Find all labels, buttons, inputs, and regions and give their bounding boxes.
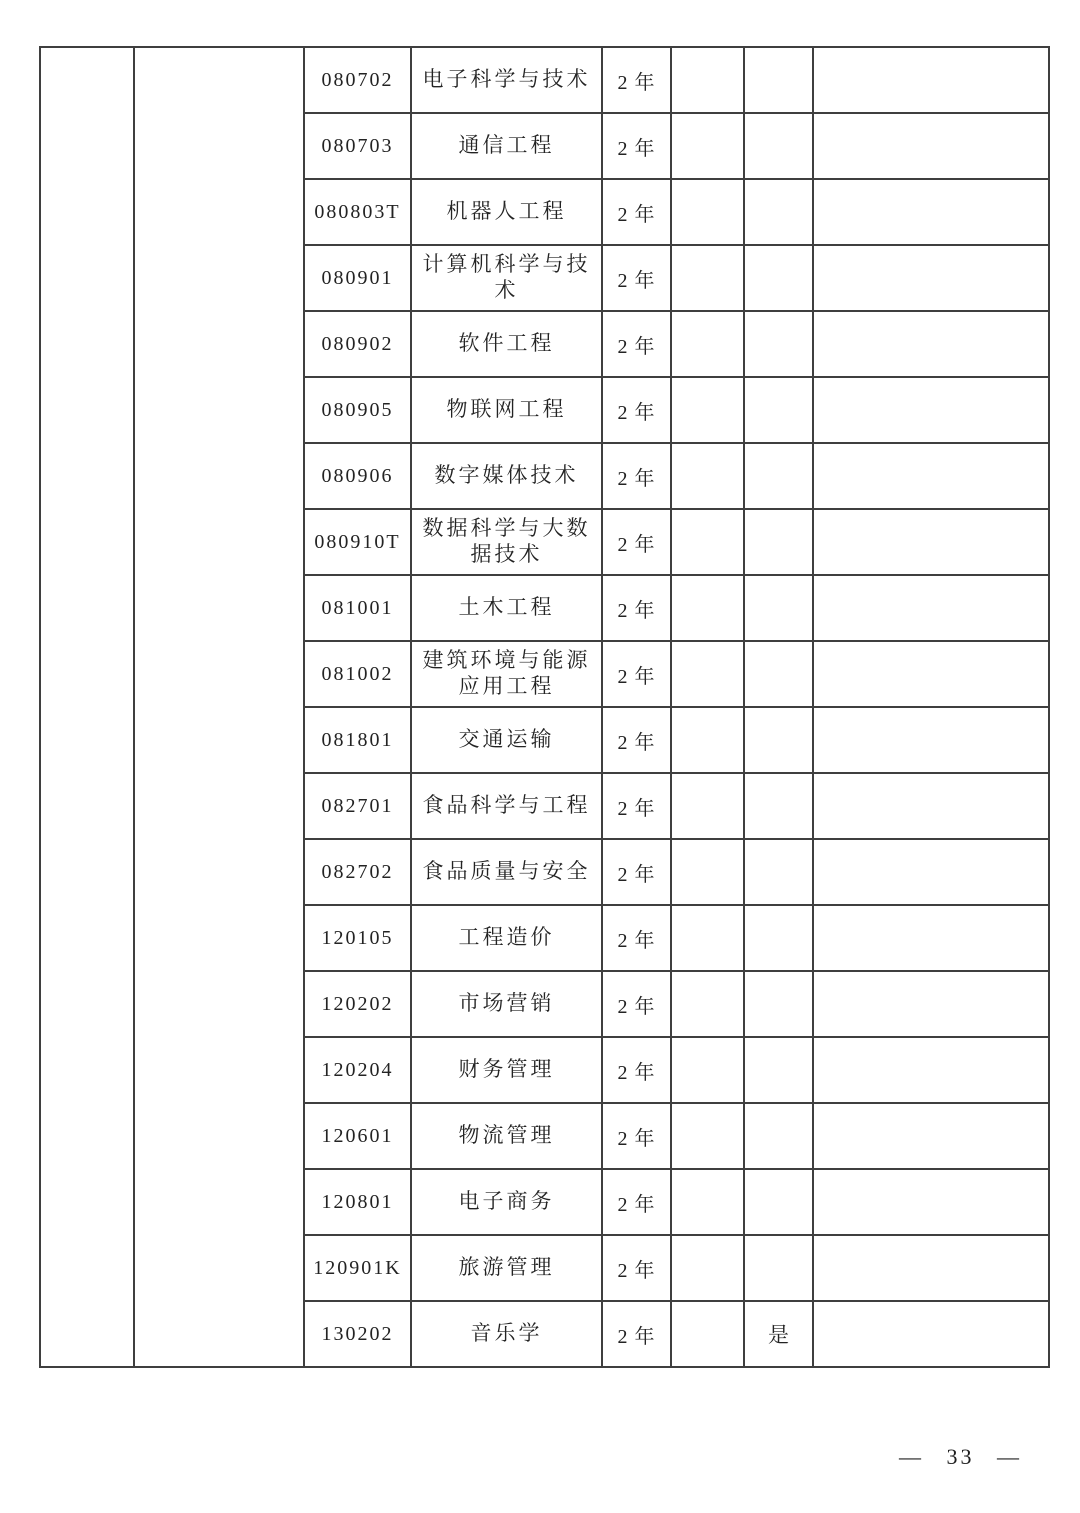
major-name-cell: 数据科学与大数据技术 bbox=[411, 509, 602, 575]
major-name-cell: 电子科学与技术 bbox=[411, 47, 602, 113]
flag-cell bbox=[744, 1037, 813, 1103]
flag-cell bbox=[744, 377, 813, 443]
remark-cell bbox=[813, 377, 1049, 443]
empty-cell bbox=[671, 1037, 744, 1103]
major-code-cell: 130202 bbox=[304, 1301, 411, 1367]
remark-cell bbox=[813, 179, 1049, 245]
major-code-cell: 082702 bbox=[304, 839, 411, 905]
remark-cell bbox=[813, 1103, 1049, 1169]
remark-cell bbox=[813, 575, 1049, 641]
empty-cell bbox=[671, 971, 744, 1037]
empty-cell bbox=[671, 113, 744, 179]
remark-cell bbox=[813, 1301, 1049, 1367]
remark-cell bbox=[813, 1037, 1049, 1103]
flag-cell bbox=[744, 1235, 813, 1301]
major-name-cell: 土木工程 bbox=[411, 575, 602, 641]
empty-cell bbox=[671, 1235, 744, 1301]
flag-cell bbox=[744, 905, 813, 971]
empty-cell bbox=[671, 509, 744, 575]
empty-cell bbox=[671, 1169, 744, 1235]
empty-cell bbox=[671, 47, 744, 113]
major-code-cell: 081002 bbox=[304, 641, 411, 707]
major-code-cell: 120601 bbox=[304, 1103, 411, 1169]
major-code-cell: 080901 bbox=[304, 245, 411, 311]
remark-cell bbox=[813, 971, 1049, 1037]
duration-cell: 2 年 bbox=[602, 707, 671, 773]
flag-cell bbox=[744, 971, 813, 1037]
flag-cell bbox=[744, 575, 813, 641]
duration-cell: 2 年 bbox=[602, 1235, 671, 1301]
major-name-cell: 通信工程 bbox=[411, 113, 602, 179]
remark-cell bbox=[813, 311, 1049, 377]
flag-cell bbox=[744, 245, 813, 311]
major-code-cell: 080803T bbox=[304, 179, 411, 245]
major-name-cell: 计算机科学与技术 bbox=[411, 245, 602, 311]
major-code-cell: 082701 bbox=[304, 773, 411, 839]
duration-cell: 2 年 bbox=[602, 47, 671, 113]
merged-left-cell-1 bbox=[40, 47, 134, 1367]
major-name-cell: 交通运输 bbox=[411, 707, 602, 773]
duration-cell: 2 年 bbox=[602, 1037, 671, 1103]
duration-cell: 2 年 bbox=[602, 641, 671, 707]
duration-cell: 2 年 bbox=[602, 1169, 671, 1235]
empty-cell bbox=[671, 707, 744, 773]
major-code-cell: 080910T bbox=[304, 509, 411, 575]
flag-cell bbox=[744, 47, 813, 113]
remark-cell bbox=[813, 905, 1049, 971]
major-name-cell: 数字媒体技术 bbox=[411, 443, 602, 509]
major-name-cell: 财务管理 bbox=[411, 1037, 602, 1103]
empty-cell bbox=[671, 1103, 744, 1169]
flag-cell bbox=[744, 311, 813, 377]
flag-cell bbox=[744, 707, 813, 773]
table-body bbox=[40, 47, 1049, 1367]
major-name-cell: 市场营销 bbox=[411, 971, 602, 1037]
empty-cell bbox=[671, 179, 744, 245]
major-name-cell: 食品质量与安全 bbox=[411, 839, 602, 905]
major-name-cell: 电子商务 bbox=[411, 1169, 602, 1235]
empty-cell bbox=[671, 575, 744, 641]
major-code-cell: 081801 bbox=[304, 707, 411, 773]
flag-cell bbox=[744, 839, 813, 905]
remark-cell bbox=[813, 1169, 1049, 1235]
empty-cell bbox=[671, 641, 744, 707]
duration-cell: 2 年 bbox=[602, 113, 671, 179]
merged-left-cell-2 bbox=[134, 47, 304, 1367]
flag-cell bbox=[744, 641, 813, 707]
flag-cell bbox=[744, 509, 813, 575]
duration-cell: 2 年 bbox=[602, 905, 671, 971]
flag-cell bbox=[744, 773, 813, 839]
empty-cell bbox=[671, 773, 744, 839]
remark-cell bbox=[813, 47, 1049, 113]
duration-cell: 2 年 bbox=[602, 509, 671, 575]
remark-cell bbox=[813, 707, 1049, 773]
major-code-cell: 120204 bbox=[304, 1037, 411, 1103]
flag-cell bbox=[744, 1169, 813, 1235]
major-name-cell: 物联网工程 bbox=[411, 377, 602, 443]
major-code-cell: 080702 bbox=[304, 47, 411, 113]
page-number: — 33 — bbox=[899, 1444, 1022, 1469]
empty-cell bbox=[671, 839, 744, 905]
major-name-cell: 物流管理 bbox=[411, 1103, 602, 1169]
duration-cell: 2 年 bbox=[602, 311, 671, 377]
major-name-cell: 工程造价 bbox=[411, 905, 602, 971]
major-name-cell: 旅游管理 bbox=[411, 1235, 602, 1301]
major-code-cell: 080703 bbox=[304, 113, 411, 179]
duration-cell: 2 年 bbox=[602, 971, 671, 1037]
duration-cell: 2 年 bbox=[602, 773, 671, 839]
major-code-cell: 120202 bbox=[304, 971, 411, 1037]
empty-cell bbox=[671, 443, 744, 509]
flag-cell bbox=[744, 179, 813, 245]
major-code-cell: 080902 bbox=[304, 311, 411, 377]
major-code-cell: 120801 bbox=[304, 1169, 411, 1235]
major-name-cell: 音乐学 bbox=[411, 1301, 602, 1367]
major-code-cell: 120105 bbox=[304, 905, 411, 971]
flag-cell bbox=[744, 1103, 813, 1169]
duration-cell: 2 年 bbox=[602, 245, 671, 311]
major-program-table bbox=[39, 46, 1050, 1368]
duration-cell: 2 年 bbox=[602, 443, 671, 509]
remark-cell bbox=[813, 245, 1049, 311]
remark-cell bbox=[813, 839, 1049, 905]
major-name-cell: 食品科学与工程 bbox=[411, 773, 602, 839]
flag-cell bbox=[744, 443, 813, 509]
empty-cell bbox=[671, 1301, 744, 1367]
major-name-cell: 建筑环境与能源应用工程 bbox=[411, 641, 602, 707]
flag-cell: 是 bbox=[744, 1301, 813, 1367]
remark-cell bbox=[813, 443, 1049, 509]
remark-cell bbox=[813, 509, 1049, 575]
duration-cell: 2 年 bbox=[602, 1103, 671, 1169]
table-row bbox=[40, 47, 1049, 113]
major-code-cell: 080905 bbox=[304, 377, 411, 443]
major-code-cell: 081001 bbox=[304, 575, 411, 641]
duration-cell: 2 年 bbox=[602, 839, 671, 905]
empty-cell bbox=[671, 311, 744, 377]
duration-cell: 2 年 bbox=[602, 1301, 671, 1367]
major-name-cell: 软件工程 bbox=[411, 311, 602, 377]
flag-cell bbox=[744, 113, 813, 179]
major-code-cell: 120901K bbox=[304, 1235, 411, 1301]
remark-cell bbox=[813, 773, 1049, 839]
duration-cell: 2 年 bbox=[602, 179, 671, 245]
major-name-cell: 机器人工程 bbox=[411, 179, 602, 245]
empty-cell bbox=[671, 905, 744, 971]
major-code-cell: 080906 bbox=[304, 443, 411, 509]
duration-cell: 2 年 bbox=[602, 575, 671, 641]
duration-cell: 2 年 bbox=[602, 377, 671, 443]
remark-cell bbox=[813, 1235, 1049, 1301]
empty-cell bbox=[671, 377, 744, 443]
remark-cell bbox=[813, 113, 1049, 179]
empty-cell bbox=[671, 245, 744, 311]
remark-cell bbox=[813, 641, 1049, 707]
